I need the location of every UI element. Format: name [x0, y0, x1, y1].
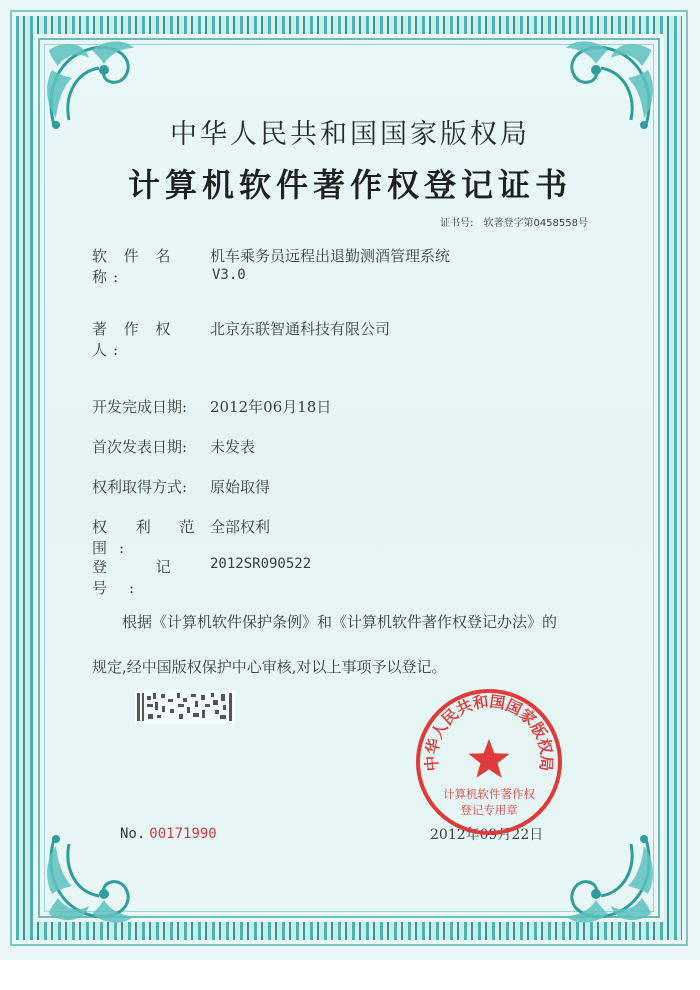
certificate-number: [430, 214, 588, 229]
acquisition-row: [92, 476, 270, 497]
seal-center-line-1: 计算机软件著作权: [443, 787, 535, 801]
software-name-value: 机车乘务员远程出退勤测酒管理系统: [210, 247, 451, 265]
legal-basis-line-1: 根据《计算机软件保护条例》和《计算机软件著作权登记办法》的: [122, 613, 558, 631]
seal-ring-text: 中华人民共和国国家版权局: [421, 691, 557, 772]
owner-label: 著 作 权 人:: [92, 320, 177, 359]
first-publication-value: 未发表: [210, 438, 256, 456]
serial-number: [120, 826, 217, 842]
registration-row: [92, 556, 311, 598]
legal-basis-line-2: 规定,经中国版权保护中心审核,对以上事项予以登记。: [92, 658, 447, 676]
software-name-label: 软 件 名 称:: [92, 247, 177, 286]
scope-row: [92, 516, 270, 558]
software-version: V3.0: [212, 267, 246, 283]
registration-label: 登 记 号:: [92, 558, 193, 597]
serial-label: No.: [120, 826, 146, 842]
first-publication-row: [92, 436, 255, 457]
serial-value: 00171990: [149, 826, 217, 842]
completion-date-label: 开发完成日期:: [92, 398, 188, 416]
page-bottom-margin: [0, 960, 700, 990]
acquisition-value: 原始取得: [210, 478, 271, 496]
software-name-row: [92, 245, 450, 287]
certificate-number-value: 软著登字第0458558号: [483, 218, 588, 229]
completion-date-value: 2012年06月18日: [210, 398, 332, 416]
acquisition-label: 权利取得方式:: [92, 478, 188, 496]
certificate-number-label: 证书号:: [440, 218, 474, 229]
scope-label: 权 利 范 围:: [92, 518, 207, 557]
owner-value: 北京东联智通科技有限公司: [210, 320, 391, 338]
issuer-heading: 中华人民共和国国家版权局: [170, 119, 530, 150]
registration-number: 2012SR090522: [210, 556, 312, 572]
scope-value: 全部权利: [210, 518, 271, 536]
qr-barcode-icon: [135, 690, 235, 724]
seal-star-icon: [469, 739, 510, 778]
owner-row: [92, 318, 390, 360]
official-seal-stamp: [414, 687, 564, 837]
seal-center-line-2: 登记专用章: [460, 803, 518, 817]
issue-date: 2012年09月22日: [430, 827, 544, 843]
completion-date-row: [92, 396, 331, 417]
first-publication-label: 首次发表日期:: [92, 438, 188, 456]
certificate-title: 计算机软件著作权登记证书: [127, 166, 572, 204]
corner-ornament-icon: [556, 824, 666, 934]
